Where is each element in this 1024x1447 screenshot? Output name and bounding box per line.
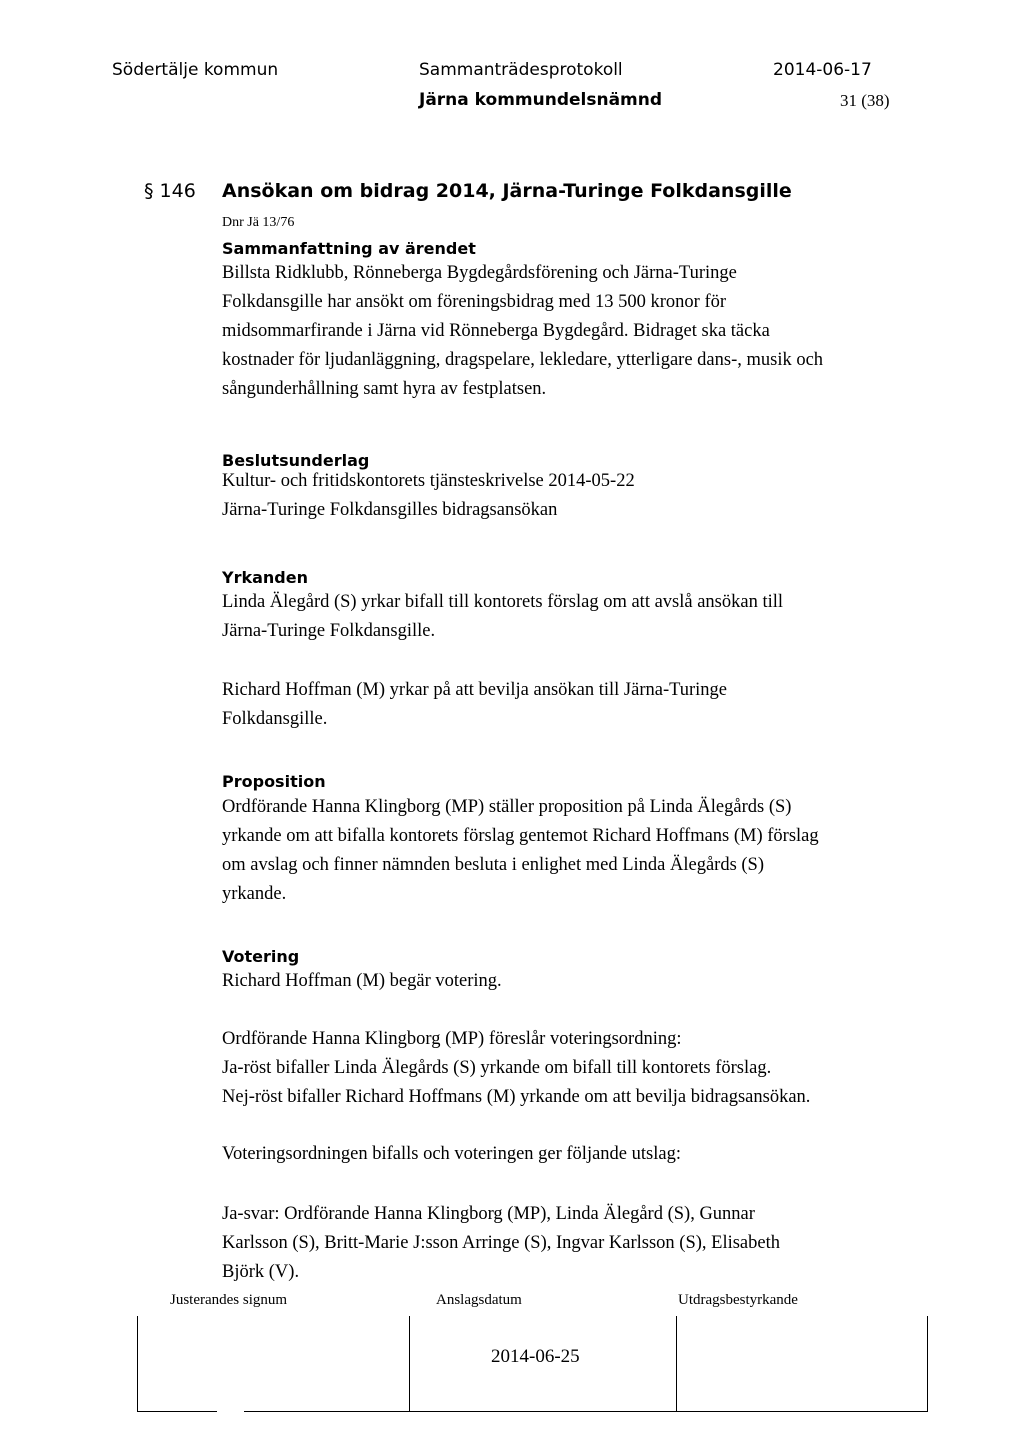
voting-heading: Votering [222, 947, 300, 966]
motions-line: Järna-Turinge Folkdansgille. [222, 621, 436, 641]
section-title: Ansökan om bidrag 2014, Järna-Turinge Folkdansgille [222, 180, 792, 202]
summary-line: Folkdansgille har ansökt om föreningsbidrag med 13 500 kronor för [222, 292, 727, 312]
header-doc-type: Sammanträdesprotokoll [419, 60, 623, 80]
motions-text-2 [222, 676, 912, 734]
footer-signature-label: Justerandes signum [170, 1292, 288, 1308]
proposition-line: yrkande om att bifalla kontorets förslag gentemot Richard Hoffmans (M) förslag [222, 826, 819, 846]
header-date: 2014-06-17 [773, 60, 872, 80]
voting-line: Voteringsordningen bifalls och voteringen ger följande utslag: [222, 1144, 681, 1164]
footer-extract-label: Utdragsbestyrkande [678, 1292, 798, 1308]
diary-number: Dnr Jä 13/76 [222, 215, 295, 230]
voting-text-4 [222, 1200, 912, 1287]
header-page-number: 31 (38) [840, 91, 890, 110]
summary-line: Billsta Ridklubb, Rönneberga Bygdegårdsförening och Järna-Turinge [222, 263, 737, 283]
voting-line: Ja-röst bifaller Linda Älegårds (S) yrkande om bifall till kontorets förslag. [222, 1058, 772, 1078]
basis-heading: Beslutsunderlag [222, 451, 370, 470]
motions-heading: Yrkanden [222, 568, 308, 587]
motions-line: Richard Hoffman (M) yrkar på att bevilja ansökan till Järna-Turinge [222, 680, 728, 700]
voting-line: Björk (V). [222, 1262, 300, 1282]
basis-line: Järna-Turinge Folkdansgilles bidragsansökan [222, 500, 558, 520]
proposition-line: yrkande. [222, 884, 287, 904]
header-committee: Järna kommundelsnämnd [419, 90, 663, 110]
voting-line: Karlsson (S), Britt-Marie J:sson Arringe (S), Ingvar Karlsson (S), Elisabeth [222, 1233, 780, 1253]
proposition-heading: Proposition [222, 772, 326, 791]
voting-line: Ja-svar: Ordförande Hanna Klingborg (MP), Linda Älegård (S), Gunnar [222, 1204, 755, 1224]
summary-line: sångunderhållning samt hyra av festplatsen. [222, 379, 547, 399]
summary-heading: Sammanfattning av ärendet [222, 239, 476, 258]
summary-line: midsommarfirande i Järna vid Rönneberga Bygdegård. Bidraget ska täcka [222, 321, 770, 341]
voting-text-2 [222, 1025, 912, 1112]
proposition-line: om avslag och finner nämnden besluta i enlighet med Linda Älegårds (S) [222, 855, 765, 875]
proposition-text [222, 793, 912, 909]
footer-baseline [137, 1411, 217, 1412]
voting-text-1 [222, 967, 912, 996]
motions-line: Folkdansgille. [222, 709, 328, 729]
footer-posting-date: 2014-06-25 [491, 1346, 580, 1367]
summary-line: kostnader för ljudanläggning, dragspelare, lekledare, ytterligare dans-, musik och [222, 350, 824, 370]
basis-text [222, 467, 912, 525]
voting-line: Nej-röst bifaller Richard Hoffmans (M) yrkande om att bevilja bidragsansökan. [222, 1087, 811, 1107]
summary-text [222, 259, 912, 404]
proposition-line: Ordförande Hanna Klingborg (MP) ställer proposition på Linda Älegårds (S) [222, 797, 792, 817]
voting-line: Ordförande Hanna Klingborg (MP) föreslår voteringsordning: [222, 1029, 682, 1049]
footer-divider [137, 1316, 138, 1412]
basis-line: Kultur- och fritidskontorets tjänsteskrivelse 2014-05-22 [222, 471, 635, 491]
footer-posting-date-label: Anslagsdatum [436, 1292, 522, 1308]
motions-text-1 [222, 588, 912, 646]
section-number: § 146 [144, 180, 196, 202]
footer-divider [927, 1316, 928, 1412]
footer-baseline [244, 1411, 928, 1412]
motions-line: Linda Älegård (S) yrkar bifall till kontorets förslag om att avslå ansökan till [222, 592, 784, 612]
voting-text-3 [222, 1140, 912, 1169]
footer-divider [409, 1316, 410, 1412]
footer-divider [676, 1316, 677, 1412]
header-municipality: Södertälje kommun [112, 60, 279, 80]
voting-line: Richard Hoffman (M) begär votering. [222, 971, 502, 991]
